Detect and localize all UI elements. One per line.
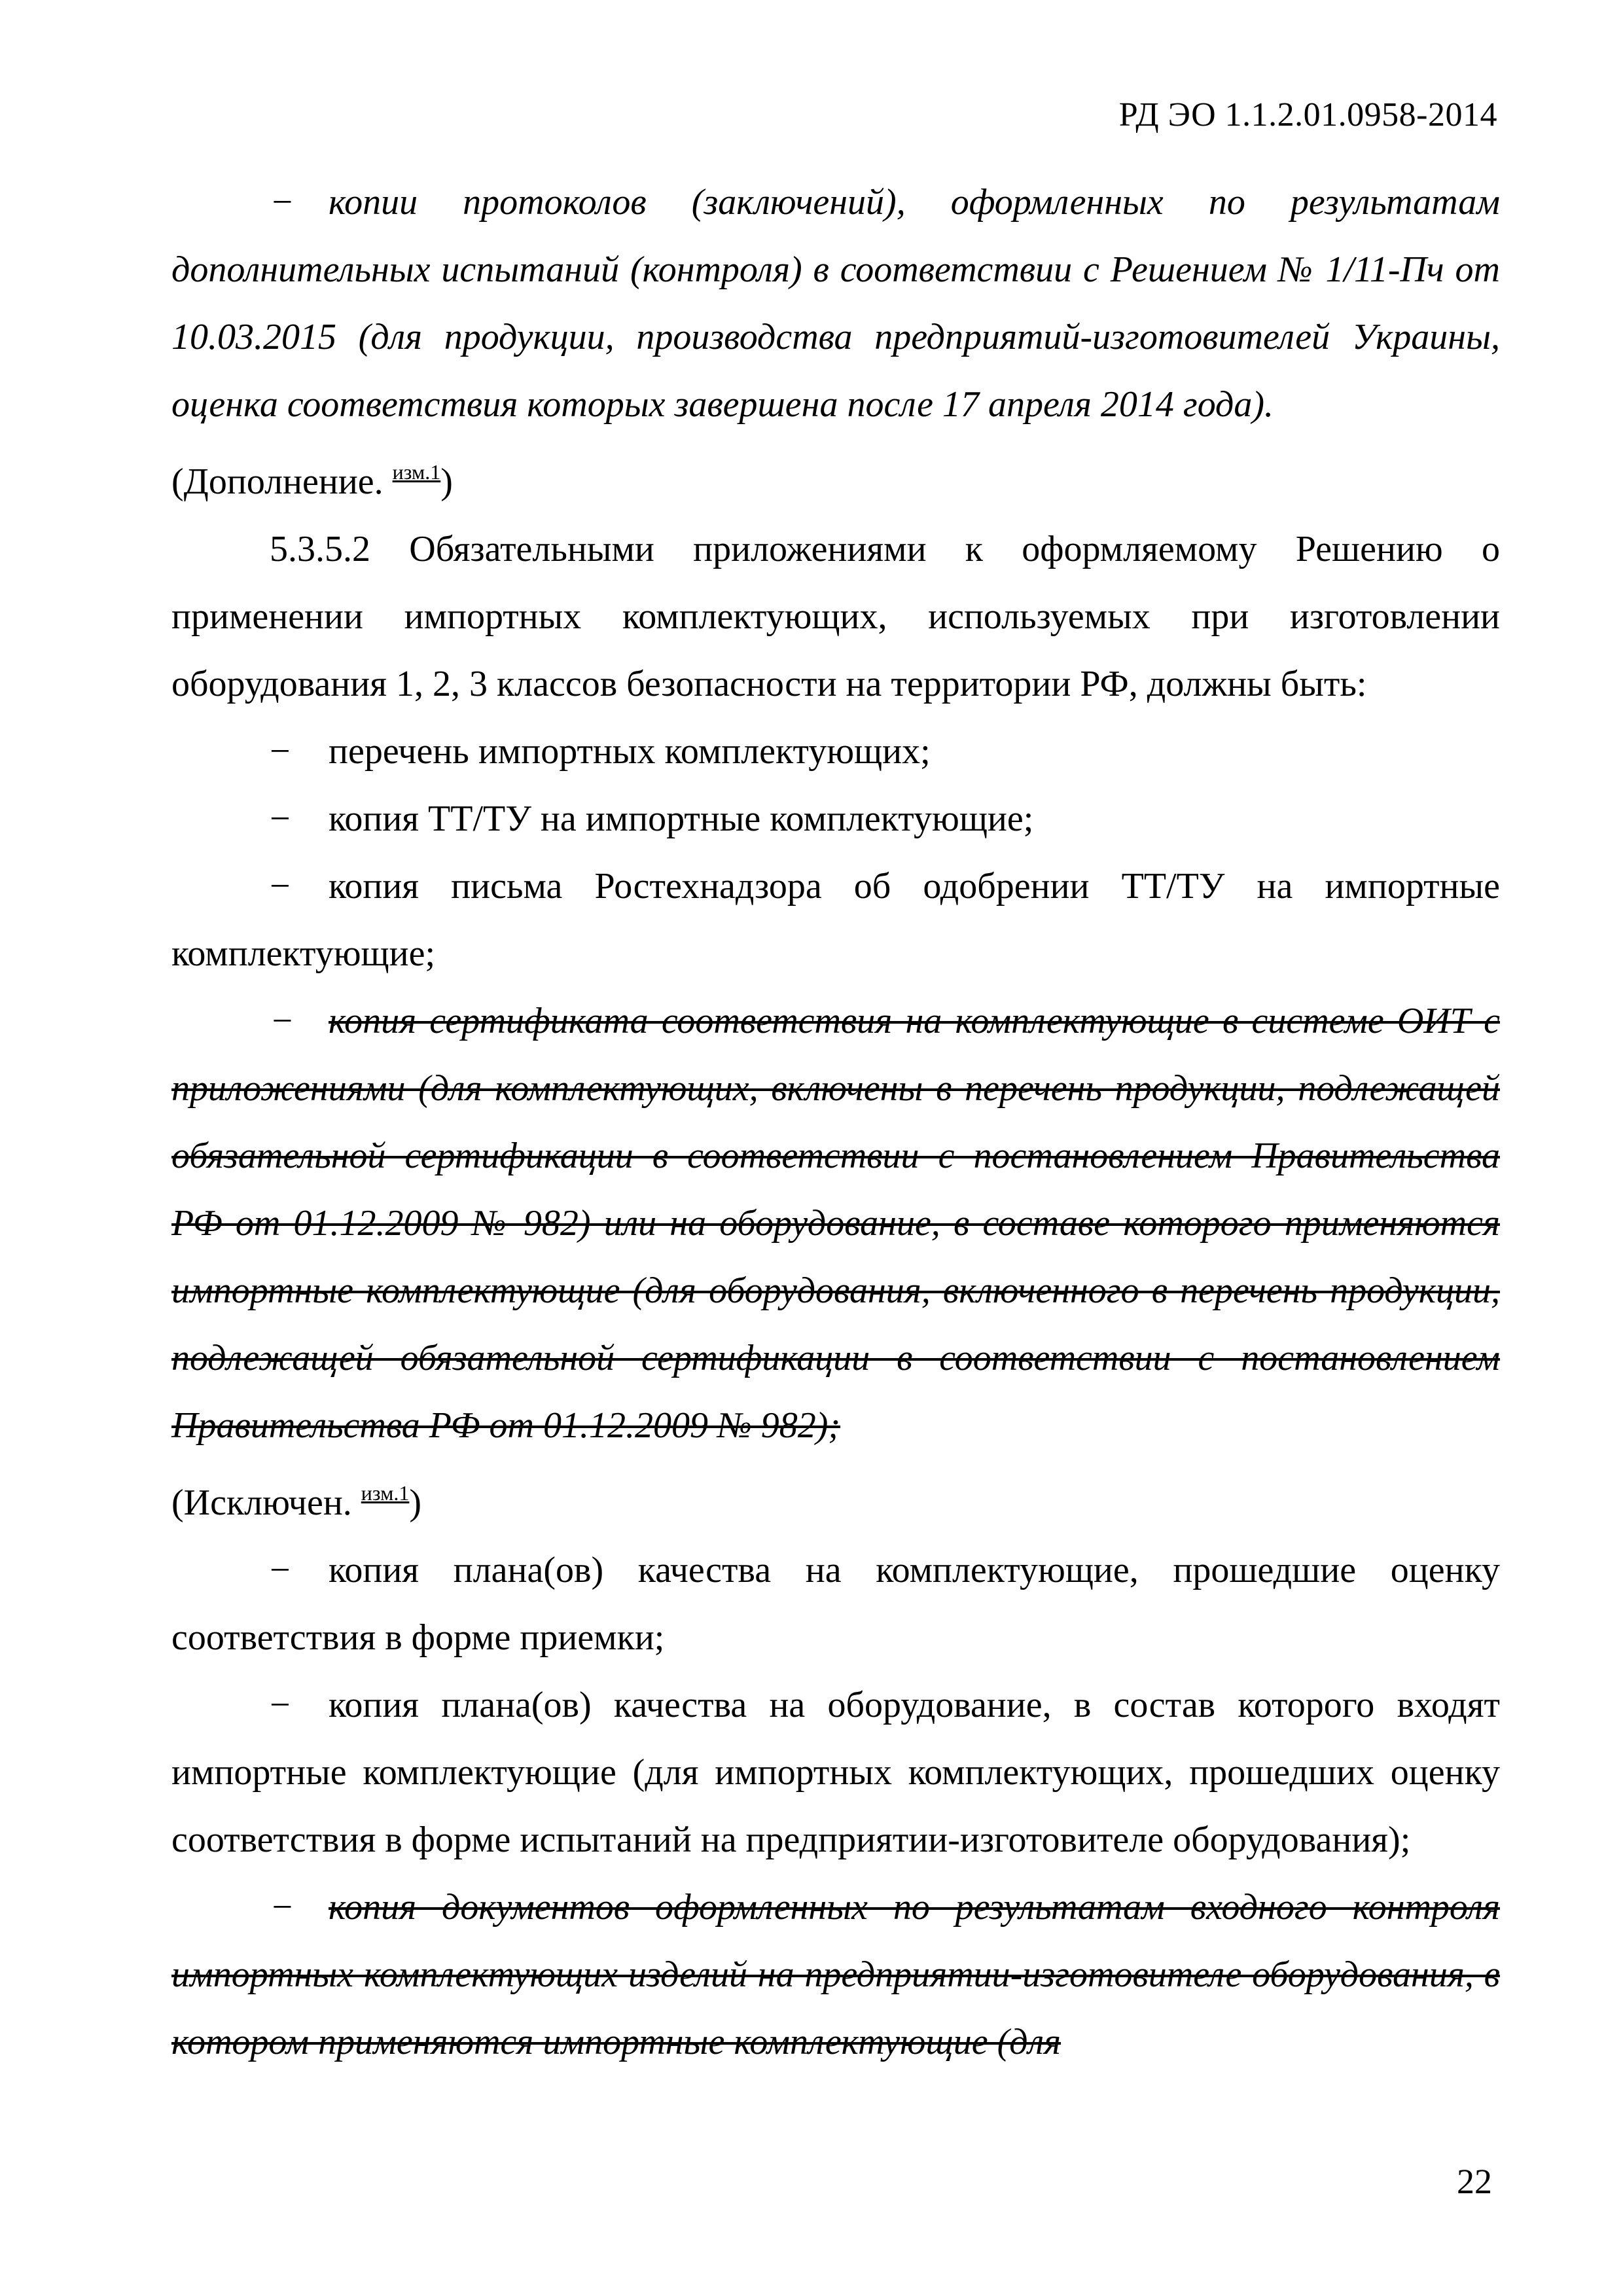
note-prefix: (Дополнение. (171, 461, 393, 502)
list-item-protocol-copies (171, 169, 1500, 439)
list-dash: − (270, 798, 291, 839)
list-dash: − (270, 1685, 291, 1725)
page-number: 22 (1457, 2162, 1492, 2201)
list-item-quality-plan-equipment (171, 1672, 1500, 1874)
list-item-text: копия сертификата соответствия на комплектующие в системе ОИТ с приложениями (для комплектующих, включены в перечень продукции, подлежащей обязательной сертификации в соответствии с постановлением Правительства РФ от 01.12.2009 № 982) или на оборудование, в составе которого применяются импортные комплектующие (для оборудования, включенного в перечень продукции, подлежащей обязательной сертификации в соответствии с постановлением Правительства РФ от 01.12.2009 № 982); (171, 1001, 1500, 1446)
list-item-text: копии протоколов (заключений), оформленных по результатам дополнительных испытаний (контроля) в соответствии с Решением № 1/11-Пч от 10.03.2015 (для продукции, производства предприятий-изготовителей Украины, оценка соответствия которых завершена после 17 апреля 2014 года). (171, 182, 1500, 425)
list-dash: − (270, 866, 291, 906)
list-item-tt-tu-copy (171, 785, 1500, 853)
list-item-text: копия документов оформленных по результатам входного контроля импортных комплектующих изделий на предприятии-изготовителе оборудования, в котором применяются импортные комплектующие (для (171, 1887, 1500, 2062)
list-item-import-list (171, 718, 1500, 785)
list-dash: − (270, 1887, 294, 1928)
amendment-note-addition (171, 439, 1500, 516)
note-suffix: ) (440, 461, 453, 502)
amendment-link[interactable]: изм.1 (392, 460, 441, 484)
list-item-incoming-control-deleted (171, 1874, 1500, 2076)
document-code-header: РД ЭО 1.1.2.01.0958-2014 (1118, 96, 1497, 134)
list-item-certificate-deleted (171, 988, 1500, 1460)
list-dash: − (270, 1550, 291, 1590)
list-item-quality-plan-components (171, 1537, 1500, 1672)
list-item-text: копия письма Ростехнадзора об одобрении ТТ/ТУ на импортные комплектующие; (171, 866, 1500, 974)
clause-5-3-5-2: 5.3.5.2 Обязательными приложениями к оформляемому Решению о применении импортных комплектующих, используемых при изготовлении оборудования 1, 2, 3 классов безопасности на территории РФ, должны быть: (171, 529, 1500, 704)
list-dash: − (270, 182, 294, 223)
note-prefix: (Исключен. (171, 1482, 361, 1523)
document-body (171, 169, 1500, 2076)
list-item-text: копия ТТ/ТУ на импортные комплектующие; (329, 798, 1034, 839)
amendment-note-excluded (171, 1460, 1500, 1537)
list-dash: − (270, 731, 291, 772)
list-dash: − (270, 1001, 294, 1041)
list-item-rostekhnadzor-letter (171, 853, 1500, 988)
list-item-text: перечень импортных комплектующих; (329, 731, 931, 772)
list-item-text: копия плана(ов) качества на комплектующие, прошедшие оценку соответствия в форме приемки; (171, 1550, 1500, 1658)
list-item-text: копия плана(ов) качества на оборудование, в состав которого входят импортные комплектующие (для импортных комплектующих, прошедших оценку соответствия в форме испытаний на предприятии-изготовителе оборудования); (171, 1685, 1500, 1860)
note-suffix: ) (409, 1482, 422, 1523)
amendment-link[interactable]: изм.1 (361, 1481, 410, 1505)
